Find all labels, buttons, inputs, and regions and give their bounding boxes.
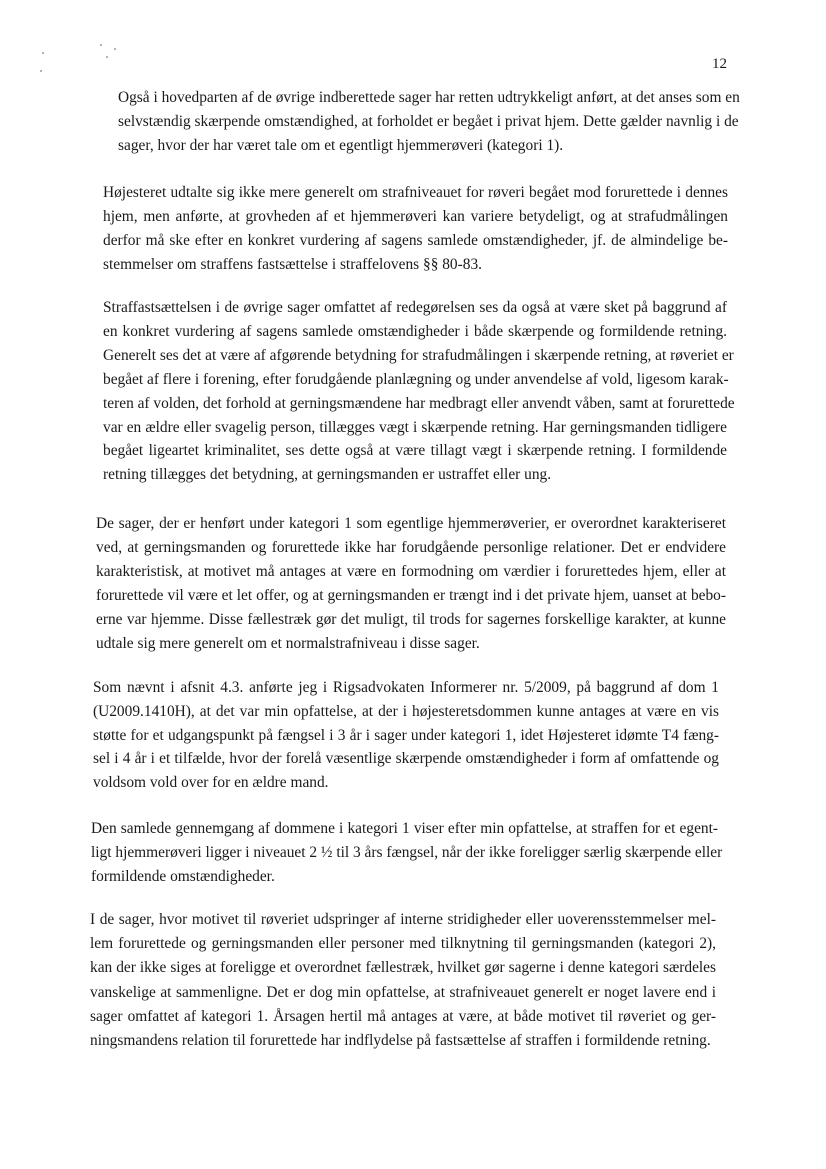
text-line: ligt hjemmerøveri ligger i niveauet 2 ½ til 3 års fængsel, når der ikke foreligger særlig skærpende eller [91,844,723,861]
text-line: erne var hjemme. Disse fællestræk gør det muligt, til trods for sagernes forskellige karakter, at kunne [96,611,726,628]
text-line: støtte for et udgangspunkt på fængsel i 3 år i sager under kategori 1, idet Højesteret idømte T4 fæng- [93,726,719,744]
text-line: begået ligeartet kriminalitet, ses dette også at være tillagt vægt i skærpende retning. I formildende [103,442,727,460]
text-line: en konkret vurdering af sagens samlede omstændigheder i både skærpende og formildende retning. [103,322,727,340]
text-line: karakteristisk, at motivet må antages at være en formodning om værdier i forurettedes hjem, eller at [96,563,726,580]
text-line: Generelt ses det at være af afgørende betydning for strafudmålingen i skærpende retning, at røveriet er [103,346,734,364]
text-line: Den samlede gennemgang af dommene i kategori 1 viser efter min opfattelse, at straffen for et egent- [91,820,718,837]
text-line: formildende omstændigheder. [91,868,275,885]
text-line: sager, hvor der har været tale om et egentligt hjemmerøveri (kategori 1). [118,137,564,154]
text-line: vanskelige at sammenligne. Det er dog min opfattelse, at strafniveauet generelt er noget lavere end i [90,983,716,1001]
text-line: I de sager, hvor motivet til røveriet udspringer af interne stridigheder eller uoverensstemmelser mel- [90,911,716,928]
text-line: udtale sig mere generelt om et normalstrafniveau i disse sager. [96,635,480,652]
text-line: forurettede vil være et let offer, og at gerningsmanden er trængt ind i det private hjem, uanset at bebo- [96,587,726,604]
text-line: stemmelser om straffens fastsættelse i straffelovens §§ 80-83. [103,256,482,273]
text-line: ningsmandens relation til forurettede har indflydelse på fastsættelse af straffen i formildende retning. [90,1032,711,1049]
text-line: kan der ikke siges at foreligge et overordnet fællestræk, hvilket gør sagerne i denne kategori særdeles [90,959,716,977]
text-line: selvstændig skærpende omstændighed, at forholdet er begået i privat hjem. Dette gælder navnlig i de [118,113,739,130]
text-line: Også i hovedparten af de øvrige indberettede sager har retten udtrykkeligt anført, at det anses som en [118,89,740,106]
text-line: var en ældre eller svagelig person, tillægges vægt i skærpende retning. Har gerningsmanden tidligere [103,418,727,436]
text-line: Straffastsættelsen i de øvrige sager omfattet af redegørelsen ses da også at være sket på baggrund af [103,299,727,316]
text-line: Højesteret udtalte sig ikke mere generelt om strafniveauet for røveri begået mod forurettede i dennes [103,184,728,201]
text-line: ved, at gerningsmanden og forurettede ikke har forudgående personlige relationer. Det er endvidere [96,539,726,556]
text-line: De sager, der er henført under kategori 1 som egentlige hjemmerøverier, er overordnet karakteriseret [96,515,726,532]
text-line: derfor må ske efter en konkret vurdering af sagens samlede omstændigheder, jf. de almindelige be- [103,232,728,249]
scan-specks [40,38,130,78]
text-line: voldsom vold over for en ældre mand. [93,774,329,792]
text-line: Som nævnt i afsnit 4.3. anførte jeg i Rigsadvokaten Informerer nr. 5/2009, på baggrund af dom 1 [93,679,719,696]
text-line: (U2009.1410H), at det var min opfattelse, at der i højesteretsdommen kunne antages at være en vis [93,702,719,720]
text-line: sager omfattet af kategori 1. Årsagen hertil må antages at være, at både motivet til røveriet og ger- [90,1007,716,1025]
text-line: hjem, men anførte, at grovheden af et hjemmerøveri kan variere betydeligt, og at strafudmålingen [103,208,728,225]
text-line: sel i 4 år i et tilfælde, hvor der forelå væsentlige skærpende omstændigheder i form af omfattende og [93,750,719,768]
text-line: retning tillægges det betydning, at gerningsmanden er ustraffet eller ung. [103,466,552,484]
text-line: lem forurettede og gerningsmanden eller personer med tilknytning til gerningsmanden (kategori 2), [90,935,716,953]
page-number: 12 [712,56,727,72]
text-line: teren af volden, det forhold at gerningsmændene har medbragt eller anvendt våben, samt at forurettede [103,394,735,412]
text-line: begået af flere i forening, efter forudgående planlægning og under anvendelse af vold, ligesom karak- [103,370,729,388]
